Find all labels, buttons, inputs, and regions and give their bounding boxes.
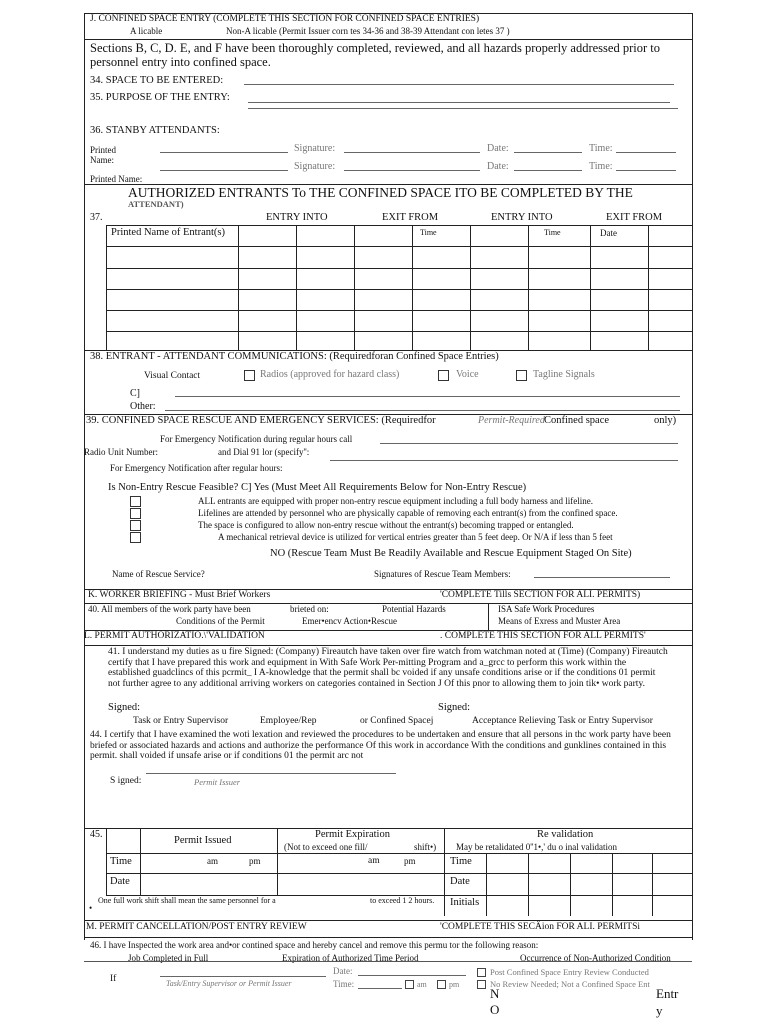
no-rescue-text: NO (Rescue Team Must Be Readily Available and Rescue Equipment Staged On Site) (270, 548, 632, 559)
time-revalidation-label: Time (450, 856, 472, 867)
attendant-name-field-2[interactable] (160, 170, 288, 171)
req4-checkbox[interactable] (130, 532, 141, 543)
emergency-regular-label: For Emergency Notification during regular hours call (160, 434, 353, 444)
post-review-checkbox[interactable] (477, 968, 486, 977)
section-k-header-right: 'COMPLETE Tills SECTION FOR ALI. PERMITS) (440, 590, 641, 600)
isa-item: ISA Safe Work Procedures (498, 604, 595, 614)
frame-right (692, 13, 693, 940)
emergency-action-item: Emer•encv Action•Rescue (302, 616, 398, 626)
time-label-2: Time: (589, 161, 613, 172)
section-j-statement: Sections B, C, D. E, and F have been thoroughly completed, reviewed, and all hazards properly addressed prior to personnel entry into confined space. (90, 41, 660, 69)
attendant-date-field-1[interactable] (514, 152, 582, 153)
permit-issuer-label: Permit Issuer (194, 777, 241, 787)
y-fragment: y (656, 1003, 663, 1018)
signature-label-1: Signature: (294, 143, 336, 154)
printed-name-entrants-label: Printed Name of Entrant(s) (111, 227, 226, 238)
divider (106, 853, 692, 854)
frame-left (84, 13, 85, 940)
entrants-row-line (106, 310, 692, 311)
divider (106, 873, 692, 874)
tagline-checkbox[interactable] (516, 370, 527, 381)
pm-1[interactable]: pm (249, 856, 261, 866)
cancel-date-field[interactable] (358, 975, 466, 976)
s-igned-label: S igned: (110, 776, 142, 786)
signed-label-1: Signed: (108, 702, 141, 713)
divider (277, 828, 278, 896)
potential-hazards-item: Potential Hazards (382, 604, 446, 614)
expiration-option[interactable]: Expiration of Authorized Time Period (282, 953, 419, 963)
q38-label: 38. ENTRANT - ATTENDANT COMMUNICATIONS: (Requiredforan Confined Space Entries) (90, 351, 499, 362)
col-entry-into-2: ENTRY INTO (491, 212, 553, 223)
section-m-header-right: 'COMPLETE THIS SECÄion FOR ALI. PERMITSi (440, 922, 641, 932)
printed-name-label: Printed Name: (90, 174, 143, 184)
radios-option: Radios (approved for hazard class) (260, 369, 400, 380)
entrants-row-line (106, 289, 692, 290)
divider (140, 828, 141, 896)
req2-text: Lifelines are attended by personnel who are physically capable of removing each entrant(s) from the confined space. (198, 508, 618, 518)
radio-unit-label: Radio Unit Number: (84, 447, 158, 457)
only-text: only) (654, 415, 677, 426)
req1-text: ALL entrants are equipped with proper non-entry rescue equipment including a full body harness and lifeline. (198, 496, 594, 506)
o-char: O (490, 1002, 500, 1017)
divider (84, 937, 692, 938)
comms-line (175, 396, 680, 397)
entrants-col-line (692, 225, 693, 350)
attendant-name-field-1[interactable] (160, 152, 288, 153)
date-label-1: Date: (487, 143, 509, 154)
time-col-label-2: Time (544, 228, 561, 237)
am-1[interactable]: am (207, 856, 218, 866)
q37-label: 37. (90, 212, 103, 223)
req1-checkbox[interactable] (130, 496, 141, 507)
signature-label-2: Signature: (294, 161, 336, 172)
task-supervisor-signature-field[interactable] (160, 976, 326, 977)
rescue-service-label: Name of Rescue Service? (112, 569, 205, 579)
divider (444, 828, 445, 916)
printed-label: Printed (90, 145, 116, 155)
req3-text: The space is configured to allow non-entry rescue without the entrant(s) becoming trapped or entangled. (198, 520, 574, 530)
n-char: N (490, 986, 500, 1001)
post-review-label: Post Confined Space Entry Review Conducted (490, 967, 649, 977)
col-exit-from-2: EXIT FROM (606, 212, 663, 223)
date-revalidation-label: Date (450, 876, 470, 887)
section-l-header: L. PERMIT AUTHORIZATIO.\'VALIDATION (84, 631, 265, 641)
cancel-time-label: Time: (333, 979, 355, 989)
divider (488, 603, 489, 630)
applicable-option[interactable]: A licable (130, 26, 163, 36)
entrants-row-line (106, 268, 692, 269)
q41-text: 41. I understand my duties as u fire Signed: (Company) Fireautch have taken over fire watch from watchman noted at (Time) (Company) Fireautch certify that I have prepared this work and equipment in With Safe Work Per-mitting Program and a_grcc to perform this work within the established guadclincs of this pcrmit_ I A-knowledge that the permit shall bc voided if any unsafe conditions arise or if the conditions 01 permit not further agree to any additional arriving workers on categories contained in Section J Of this pnor to allowing them to join tik• work party. (108, 647, 668, 689)
voice-option: Voice (456, 369, 479, 380)
divider (528, 853, 529, 916)
radios-checkbox[interactable] (244, 370, 255, 381)
entr-fragment: Entr (656, 986, 679, 1001)
bullet-dot: • (89, 903, 93, 913)
purpose-of-entry-field-2[interactable] (248, 108, 678, 109)
date-col-label: Date (600, 228, 617, 238)
initials-label: Initials (450, 897, 480, 908)
col-entry-into-1: ENTRY INTO (266, 212, 328, 223)
not-exceed-label: (Not to exceed one fill/ (284, 842, 368, 852)
acceptance-label: Acceptance Relieving Task or Entry Supervisor (472, 716, 653, 726)
non-entry-question: Is Non-Entry Rescue Feasible? C] Yes (Must Meet All Requirements Below for Non-Entry Rescue) (108, 482, 527, 493)
no-review-label: No Review Needed; Not a Confined Space Ent (490, 979, 650, 989)
pm-2[interactable]: pm (404, 856, 416, 866)
revalidation-header: Re validation (537, 829, 594, 840)
name-label: Name: (90, 155, 114, 165)
if-label: If (110, 974, 117, 984)
other-label: Other: (130, 401, 156, 412)
permit-issued-header: Permit Issued (174, 835, 232, 846)
emergency-after-label: For Emergency Notification after regular hours: (110, 463, 283, 473)
or-confined-label: or Confined Spacej (360, 716, 434, 726)
shift-label: shift•) (414, 842, 437, 852)
cancel-time-field[interactable] (358, 988, 402, 989)
purpose-of-entry-field[interactable] (248, 102, 670, 103)
job-completed-option[interactable]: Job Completed in Full (128, 953, 209, 963)
divider (84, 39, 692, 40)
time-col-label-1: Time (420, 228, 437, 237)
section-l-header-right: . COMPLETE THIS SECTION FOR ALL PERMITS' (440, 631, 646, 641)
occurrence-option[interactable]: Occurrence of Non-Authorized Condition (520, 953, 671, 963)
dial-field[interactable] (330, 460, 678, 461)
req3-checkbox[interactable] (130, 520, 141, 531)
q45-label: 45. (90, 829, 103, 840)
attendant-signature-field-1[interactable] (344, 152, 480, 153)
conditions-item: Conditions of the Permit (176, 616, 265, 626)
date-row-label: Date (110, 876, 130, 887)
attendant-date-field-2[interactable] (514, 170, 582, 171)
rescue-sigs-field[interactable] (534, 577, 670, 578)
cancel-am-label: am (417, 980, 427, 989)
time-row-label: Time (110, 856, 132, 867)
q44-text: 44. I certify that I have examined the woti lexation and reviewed the procedures to be undertaken and ensure that all persons in thc work party have been briefed or associated hazards and actions and authorize the performance Of this work in accordance With the conditions and gunklines contained in this permit. shall voided if unsafe arise or if conditions 01 the permit arc not (90, 730, 671, 761)
attendant-time-field-2[interactable] (616, 170, 676, 171)
space-to-be-entered-field[interactable] (244, 84, 674, 85)
cancel-pm-label: pm (449, 980, 460, 989)
cancel-date-label: Date: (333, 966, 353, 976)
section-k-header: K. WORKER BRIEFING - Must Brief Workers (88, 590, 271, 600)
footnote-right: to exceed 1 2 hours. (370, 896, 435, 905)
non-applicable-option[interactable]: Non-A licable (Permit Issuer corn tes 34-36 and 38-39 Attendant con letes 37 ) (226, 26, 510, 36)
other-checkbox[interactable]: C] (130, 388, 140, 399)
may-be-label: May be retalidated 0''1•,' du o inal validation (456, 842, 617, 852)
task-supervisor-issuer-label: Task/Entry Supervisor or Permit Issuer (166, 979, 292, 988)
divider (486, 853, 487, 916)
am-checkbox[interactable] (405, 980, 414, 989)
section-m-header: M. PERMIT CANCELLATION/POST ENTRY REVIEW (86, 922, 307, 932)
q39-label: 39. CONFINED SPACE RESCUE AND EMERGENCY SERVICES: (Requiredfor (86, 415, 436, 426)
col-exit-from-1: EXIT FROM (382, 212, 439, 223)
signed-label-2: Signed: (438, 702, 471, 713)
pm-checkbox[interactable] (437, 980, 446, 989)
q36-label: 36. STANBY ATTENDANTS: (90, 125, 220, 136)
permit-expiration-header: Permit Expiration (315, 829, 390, 840)
q35-label: 35. PURPOSE OF THE ENTRY: (90, 92, 230, 103)
entrants-row-line (106, 246, 692, 247)
emergency-regular-field[interactable] (380, 443, 678, 444)
am-2[interactable]: am (368, 856, 380, 866)
divider (84, 920, 692, 921)
req4-text: A mechanical retrieval device is utilized for vertical entries greater than 5 feet deep. Or N/A if less than 5 feet (218, 532, 613, 542)
section-j-header: J. CONFINED SPACE ENTRY (COMPLETE THIS SECTION FOR CONFINED SPACE ENTRIES) (90, 14, 480, 24)
q46-text: 46. I have Inspected the work area and•or contined space and hereby cancel and remove this permu tor the following reason: (90, 940, 539, 950)
confined-space-text: Confined space (544, 415, 610, 426)
briefed-on-label: brieted on: (290, 604, 329, 614)
no-review-checkbox[interactable] (477, 980, 486, 989)
time-label-1: Time: (589, 143, 613, 154)
tagline-option: Tagline Signals (533, 369, 595, 380)
rescue-sigs-label: Signatures of Rescue Team Members: (374, 569, 511, 579)
q34-label: 34. SPACE TO BE ENTERED: (90, 75, 224, 86)
visual-contact-option[interactable]: Visual Contact (144, 371, 201, 381)
divider (106, 225, 692, 226)
q40-label: 40. All members of the work party have been (88, 604, 251, 614)
divider (612, 853, 613, 916)
attendant-time-field-1[interactable] (616, 152, 676, 153)
task-supervisor-label: Task or Entry Supervisor (133, 716, 229, 726)
permit-required-text: Permit-Required (478, 415, 545, 426)
footnote: One full work shift shall mean the same personnel for a (98, 896, 276, 905)
divider (570, 853, 571, 916)
attendant-signature-field-2[interactable] (344, 170, 480, 171)
entrants-title-2: ATTENDANT) (128, 199, 184, 209)
divider (652, 853, 653, 916)
means-item: Means of Exress and Muster Area (498, 616, 621, 626)
divider (84, 645, 692, 646)
employee-rep-label: Employee/Rep (260, 716, 317, 726)
voice-checkbox[interactable] (438, 370, 449, 381)
entrants-title: AUTHORIZED ENTRANTS To THE CONFINED SPACE ITO BE COMPLETED BY THE (128, 185, 633, 200)
entrants-row-line (106, 331, 692, 332)
req2-checkbox[interactable] (130, 508, 141, 519)
permit-issuer-signature-field[interactable] (146, 773, 396, 774)
divider (84, 961, 692, 962)
dial-label: and Dial 91 lor (specify'': (218, 447, 310, 457)
divider (106, 828, 107, 896)
date-label-2: Date: (487, 161, 509, 172)
other-field[interactable] (165, 410, 680, 411)
